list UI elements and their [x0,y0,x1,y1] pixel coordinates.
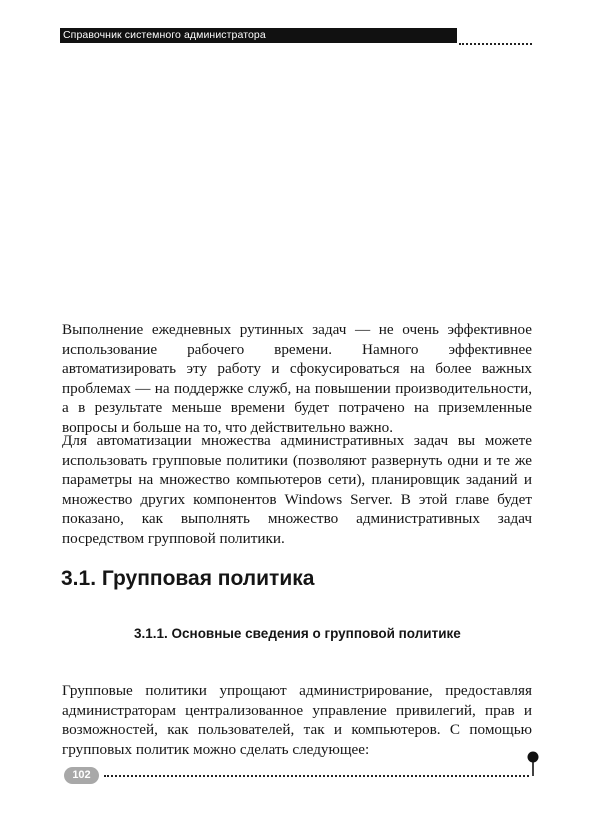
running-header: Справочник системного администратора [60,28,457,43]
page-number-badge: 102 [64,767,99,784]
body-paragraph-group-policies: Групповые политики упрощают администрирование, предоставляя администраторам централизованное управление привилегий, прав и возможностей, как пользователей, так и компьютеров. С помощью групповых политик можно сделать следующее: [62,682,532,758]
header-dotted-rule [459,43,532,45]
body-paragraph-automation: Для автоматизации множества административных задач вы можете использовать групповые политики (позволяют развернуть одни и те же параметры на множество компьютеров сети), планировщик заданий и множество других компонентов Windows Server. В этой главе будет показано, как выполнять множество административных задач посредством групповой политики. [62,432,532,547]
body-paragraph-intro: Выполнение ежедневных рутинных задач — не очень эффективное использование рабочего времени. Намного эффективнее автоматизировать эту работу и сфокусироваться на более важных проблемах — на поддержке служб, на повышении производительности, а в результате меньше времени будет потрачено на приземленные вопросы и больше на то, что действительно важно. [62,321,532,436]
subsection-heading: 3.1.1. Основные сведения о групповой политике [134,626,461,641]
section-heading: 3.1. Групповая политика [61,567,315,590]
footer-dotted-rule [104,775,529,777]
pin-marker-icon [526,749,540,777]
